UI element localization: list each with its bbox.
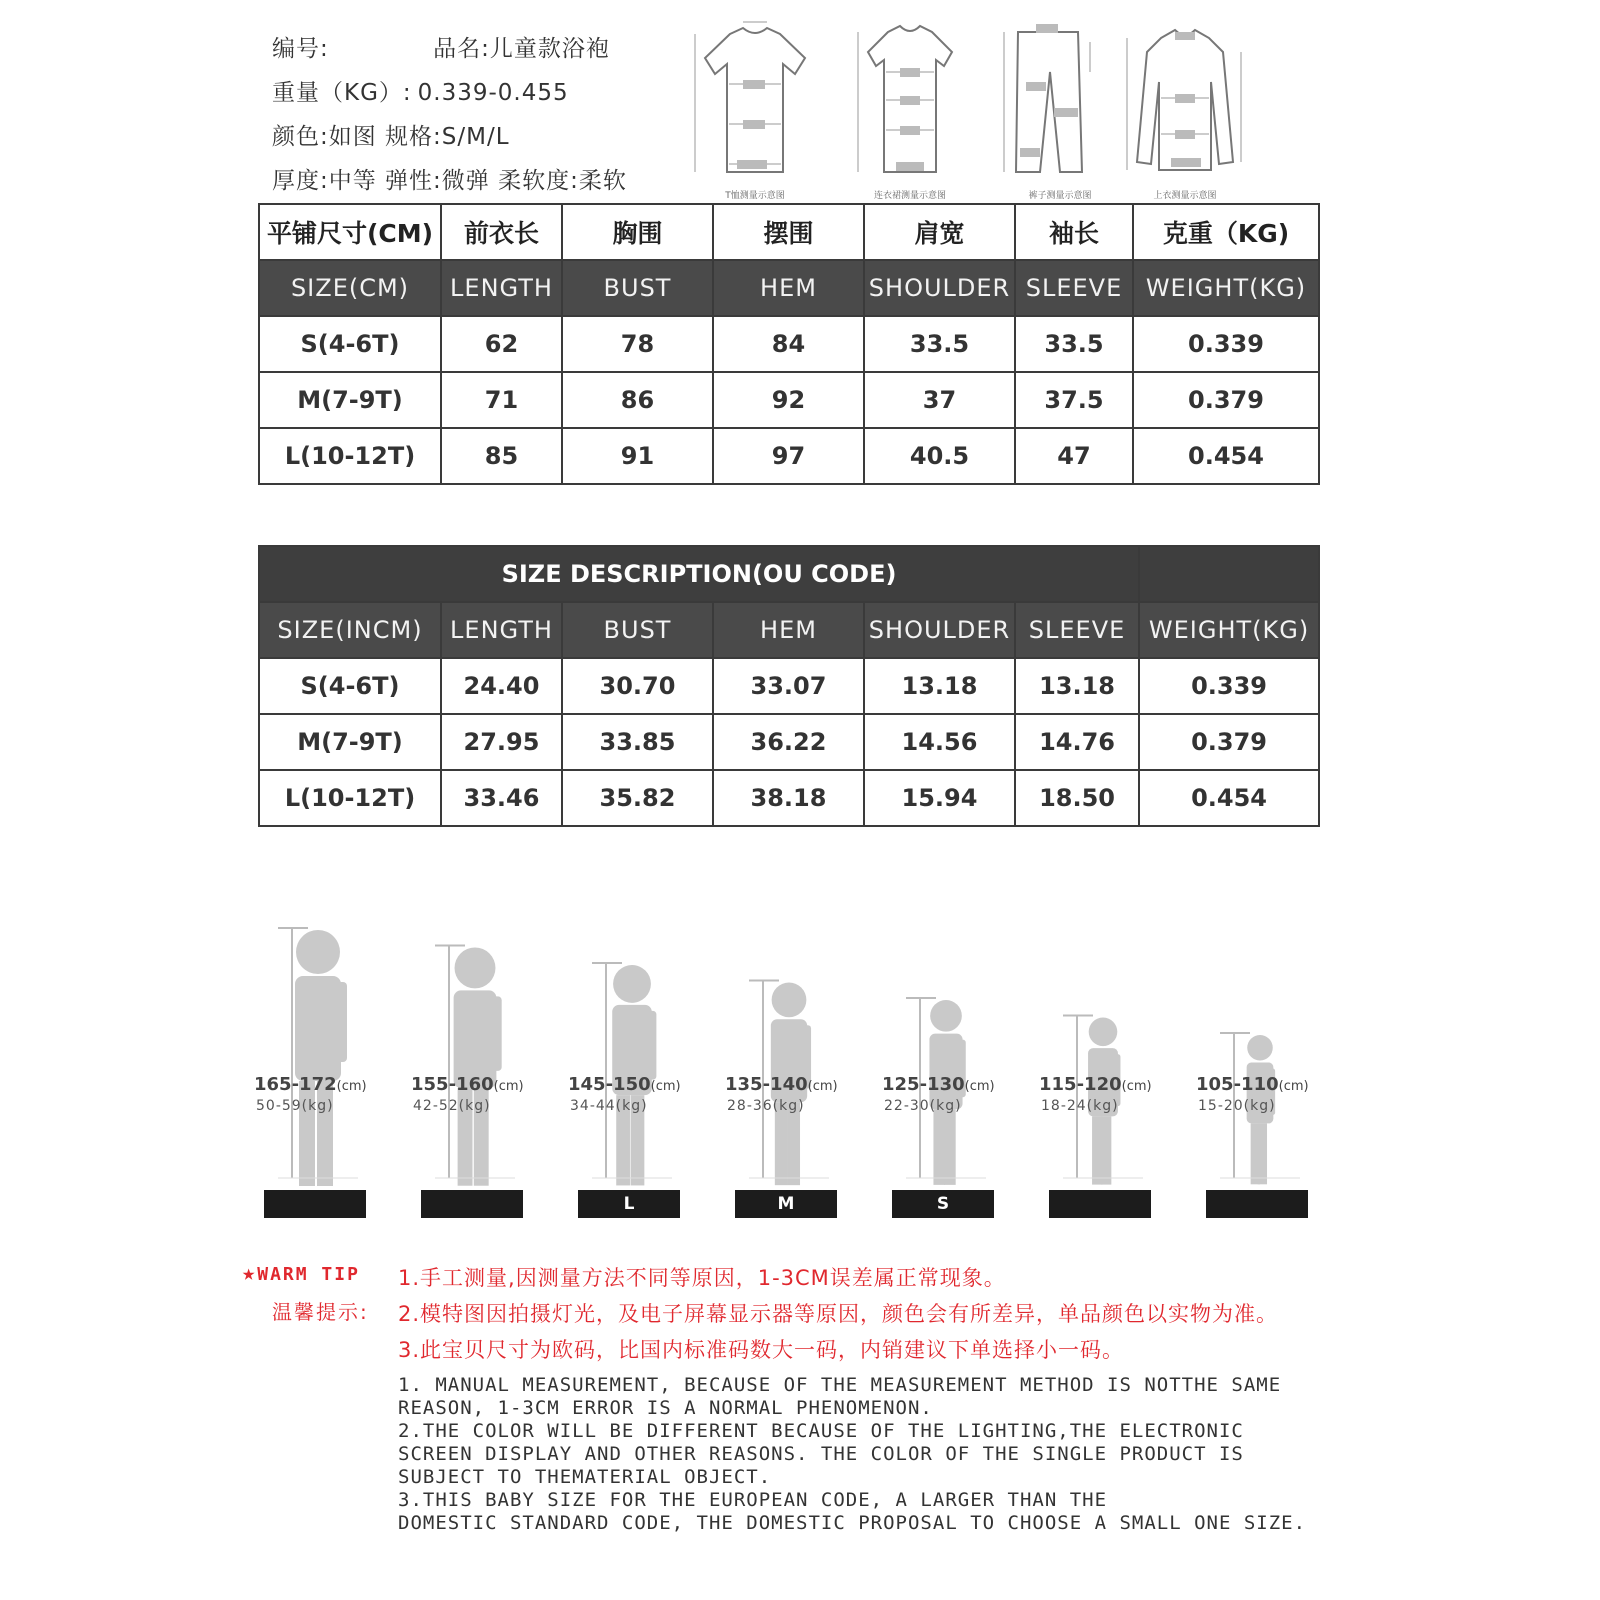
table-cell: 14.76	[1015, 714, 1139, 770]
height-value: 135-140	[725, 1074, 808, 1095]
table-cell: 27.95	[441, 714, 562, 770]
dress-caption: 连衣裙测量示意图	[873, 191, 946, 201]
table-cell: 14.56	[864, 714, 1015, 770]
star-icon: ★	[242, 1261, 258, 1286]
warm-tip-label-cn: 温馨提示:	[272, 1300, 369, 1324]
pants-caption: 裤子测量示意图	[1028, 191, 1092, 201]
weight-range: 42-52(kg)	[413, 1098, 491, 1114]
weight-range: 22-30(kg)	[884, 1098, 962, 1114]
tip-cn-line: 2.模特图因拍摄灯光，及电子屏幕显示器等原因，颜色会有所差异，单品颜色以实物为准。	[398, 1302, 1279, 1326]
table-cell: M(7-9T)	[259, 372, 441, 428]
height-figure	[1025, 900, 1175, 1230]
table-title-blank	[1139, 546, 1319, 602]
header-cell: 前衣长	[441, 204, 562, 260]
header-cell: SLEEVE	[1015, 602, 1139, 658]
tshirt-caption: T恤测量示意图	[725, 191, 785, 201]
child-silhouette-icon	[554, 900, 704, 1190]
pants-diagram	[990, 12, 1130, 202]
table-cell: 35.82	[562, 770, 713, 826]
height-figure	[868, 900, 1018, 1230]
table-title: SIZE DESCRIPTION(OU CODE)	[259, 546, 1139, 602]
tip-en-line: REASON, 1-3CM ERROR IS A NORMAL PHENOMENON.	[398, 1397, 933, 1419]
table-row	[259, 316, 1319, 372]
header-cell: BUST	[562, 602, 713, 658]
height-unit: (cm)	[807, 1079, 838, 1094]
height-unit: (cm)	[336, 1079, 367, 1094]
header-cell: LENGTH	[441, 260, 562, 316]
size-table-inch	[258, 545, 1320, 827]
table-cell: 33.5	[864, 316, 1015, 372]
table-cell: 91	[562, 428, 713, 484]
table-cell: 18.50	[1015, 770, 1139, 826]
table-cell: 37.5	[1015, 372, 1133, 428]
product-code-row	[272, 30, 610, 63]
header-cell: LENGTH	[441, 602, 562, 658]
height-figure	[397, 900, 547, 1230]
table-cell: 0.339	[1139, 658, 1319, 714]
height-unit: (cm)	[650, 1079, 681, 1094]
weight-value: 0.339-0.455	[417, 80, 569, 106]
table-cell: L(10-12T)	[259, 428, 441, 484]
table-cell: 30.70	[562, 658, 713, 714]
table-cell: 86	[562, 372, 713, 428]
height-figure	[240, 900, 390, 1230]
table-cell: L(10-12T)	[259, 770, 441, 826]
table-row	[259, 714, 1319, 770]
table-cell: 0.379	[1139, 714, 1319, 770]
table-cell: 92	[713, 372, 864, 428]
table-cell: 71	[441, 372, 562, 428]
shirt-diagram	[1115, 12, 1255, 202]
table-cell: 33.46	[441, 770, 562, 826]
header-cell: 摆围	[713, 204, 864, 260]
weight-range: 34-44(kg)	[570, 1098, 648, 1114]
header-cell: 肩宽	[864, 204, 1015, 260]
weight-range: 50-59(kg)	[256, 1098, 334, 1114]
size-bar	[421, 1190, 523, 1218]
height-value: 115-120	[1039, 1074, 1122, 1095]
dress-diagram	[840, 12, 980, 202]
table-cell: 84	[713, 316, 864, 372]
table-row	[259, 428, 1319, 484]
height-value: 105-110	[1196, 1074, 1279, 1095]
size-bar	[1049, 1190, 1151, 1218]
header-cell: SLEEVE	[1015, 260, 1133, 316]
table-cell: 78	[562, 316, 713, 372]
size-bar	[1206, 1190, 1308, 1218]
child-silhouette-icon	[1182, 900, 1332, 1190]
header-cell: SIZE(INCM)	[259, 602, 441, 658]
height-unit: (cm)	[493, 1079, 524, 1094]
table-cell: M(7-9T)	[259, 714, 441, 770]
table-cell: 33.07	[713, 658, 864, 714]
tip-en-line: 1. MANUAL MEASUREMENT, BECAUSE OF THE MEASUREMENT METHOD IS NOTTHE SAME	[398, 1374, 1282, 1396]
table-cell: 13.18	[864, 658, 1015, 714]
header-cell: HEM	[713, 260, 864, 316]
tshirt-outline-icon	[685, 12, 825, 188]
table-cell: 85	[441, 428, 562, 484]
table-cell: 62	[441, 316, 562, 372]
height-unit: (cm)	[1278, 1079, 1309, 1094]
table-cell: 47	[1015, 428, 1133, 484]
table-row	[259, 770, 1319, 826]
table-cell: S(4-6T)	[259, 316, 441, 372]
table-header-en	[259, 260, 1319, 316]
size-bar: L	[578, 1190, 680, 1218]
tip-cn-line: 1.手工测量,因测量方法不同等原因，1-3CM误差属正常现象。	[398, 1266, 1006, 1290]
tip-cn-line: 3.此宝贝尺寸为欧码，比国内标准码数大一码，内销建议下单选择小一码。	[398, 1338, 1125, 1362]
table-row	[259, 372, 1319, 428]
table-cell: 36.22	[713, 714, 864, 770]
height-value: 155-160	[411, 1074, 494, 1095]
header-cell: BUST	[562, 260, 713, 316]
height-value: 165-172	[254, 1074, 337, 1095]
weight-range: 15-20(kg)	[1198, 1098, 1276, 1114]
header-cell: 袖长	[1015, 204, 1133, 260]
table-cell: 0.454	[1139, 770, 1319, 826]
table-cell: S(4-6T)	[259, 658, 441, 714]
height-range	[254, 1074, 367, 1095]
tshirt-diagram	[685, 12, 825, 202]
header-cell: SIZE(CM)	[259, 260, 441, 316]
table-cell: 0.454	[1133, 428, 1319, 484]
size-bar: S	[892, 1190, 994, 1218]
height-range	[725, 1074, 838, 1095]
header-cell: SHOULDER	[864, 602, 1015, 658]
height-figure	[711, 900, 861, 1230]
color-spec-row: 颜色:如图 规格:S/M/L	[272, 124, 510, 150]
shirt-caption: 上衣测量示意图	[1153, 191, 1217, 201]
weight-range: 18-24(kg)	[1041, 1098, 1119, 1114]
header-cell: WEIGHT(KG)	[1133, 260, 1319, 316]
height-figure	[554, 900, 704, 1230]
table-cell: 13.18	[1015, 658, 1139, 714]
child-silhouette-icon	[711, 900, 861, 1190]
table-cell: 33.85	[562, 714, 713, 770]
height-figure	[1182, 900, 1332, 1230]
child-silhouette-icon	[868, 900, 1018, 1190]
warm-tip-label: ★WARM TIP	[242, 1261, 360, 1286]
header-cell: 平铺尺寸(CM)	[259, 204, 441, 260]
tip-en-line: 3.THIS BABY SIZE FOR THE EUROPEAN CODE, A LARGER THAN THE	[398, 1489, 1108, 1511]
table-cell: 0.339	[1133, 316, 1319, 372]
dress-outline-icon	[840, 12, 980, 188]
table-cell: 15.94	[864, 770, 1015, 826]
size-bar	[264, 1190, 366, 1218]
size-bar: M	[735, 1190, 837, 1218]
height-unit: (cm)	[964, 1079, 995, 1094]
table-header-en	[259, 602, 1319, 658]
table-cell: 40.5	[864, 428, 1015, 484]
table-cell: 24.40	[441, 658, 562, 714]
header-cell: HEM	[713, 602, 864, 658]
height-range	[411, 1074, 524, 1095]
size-table-cm	[258, 203, 1320, 485]
header-cell: WEIGHT(KG)	[1139, 602, 1319, 658]
tip-en-line: SCREEN DISPLAY AND OTHER REASONS. THE COLOR OF THE SINGLE PRODUCT IS	[398, 1443, 1244, 1465]
weight-row	[272, 74, 569, 107]
weight-range: 28-36(kg)	[727, 1098, 805, 1114]
table-title-row	[259, 546, 1319, 602]
height-range	[1196, 1074, 1309, 1095]
table-header-cn	[259, 204, 1319, 260]
product-code-label: 编号:	[272, 36, 329, 62]
thickness-row: 厚度:中等 弹性:微弹 柔软度:柔软	[272, 168, 627, 194]
height-value: 125-130	[882, 1074, 965, 1095]
height-value: 145-150	[568, 1074, 651, 1095]
tip-en-line: SUBJECT TO THEMATERIAL OBJECT.	[398, 1466, 772, 1488]
table-cell: 37	[864, 372, 1015, 428]
header-cell: 胸围	[562, 204, 713, 260]
height-unit: (cm)	[1121, 1079, 1152, 1094]
table-cell: 97	[713, 428, 864, 484]
table-cell: 38.18	[713, 770, 864, 826]
child-silhouette-icon	[240, 900, 390, 1190]
table-cell: 0.379	[1133, 372, 1319, 428]
header-cell: SHOULDER	[864, 260, 1015, 316]
pants-outline-icon	[990, 12, 1130, 188]
child-silhouette-icon	[397, 900, 547, 1190]
table-row	[259, 658, 1319, 714]
table-cell: 33.5	[1015, 316, 1133, 372]
tip-en-line: DOMESTIC STANDARD CODE, THE DOMESTIC PROPOSAL TO CHOOSE A SMALL ONE SIZE.	[398, 1512, 1307, 1534]
tip-en-line: 2.THE COLOR WILL BE DIFFERENT BECAUSE OF THE LIGHTING,THE ELECTRONIC	[398, 1420, 1244, 1442]
height-range	[882, 1074, 995, 1095]
shirt-outline-icon	[1115, 12, 1255, 188]
weight-label: 重量（KG）:	[272, 80, 412, 106]
product-name-label: 品名:	[433, 36, 490, 62]
child-silhouette-icon	[1025, 900, 1175, 1190]
product-name-value: 儿童款浴袍	[489, 36, 610, 62]
height-range	[1039, 1074, 1152, 1095]
measurement-diagrams	[685, 12, 1285, 202]
header-cell: 克重（KG)	[1133, 204, 1319, 260]
height-chart	[240, 900, 1350, 1240]
height-range	[568, 1074, 681, 1095]
